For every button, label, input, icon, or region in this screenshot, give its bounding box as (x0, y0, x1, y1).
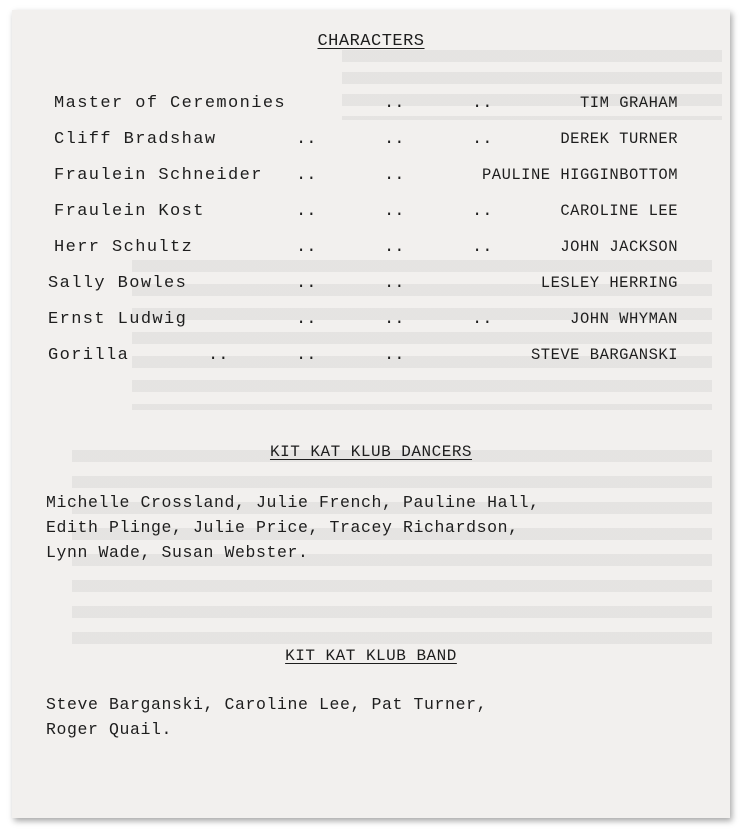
actor-name: TIM GRAHAM (579, 94, 678, 112)
cast-row (12, 238, 730, 274)
leader-dots: .. (472, 310, 493, 329)
band-heading-text: KIT KAT KLUB BAND (285, 647, 457, 665)
leader-dots: .. (472, 238, 493, 257)
actor-name: LESLEY HERRING (540, 274, 678, 292)
cast-row (12, 166, 730, 202)
leader-dots: .. (296, 238, 317, 257)
role-name: Ernst Ludwig (48, 310, 188, 329)
leader-dots: .. (296, 202, 317, 221)
leader-dots: .. (296, 346, 317, 365)
leader-dots: .. (384, 274, 405, 293)
actor-name: JOHN JACKSON (560, 238, 678, 256)
dancers-heading (12, 443, 730, 461)
cast-row (12, 202, 730, 238)
leader-dots: .. (384, 238, 405, 257)
characters-heading (12, 32, 730, 51)
actor-name: JOHN WHYMAN (570, 310, 678, 328)
leader-dots: .. (296, 130, 317, 149)
leader-dots: .. (384, 166, 405, 185)
leader-dots: .. (296, 166, 317, 185)
dancers-heading-text: KIT KAT KLUB DANCERS (269, 443, 473, 461)
role-name: Cliff Bradshaw (54, 130, 217, 149)
leader-dots: .. (472, 202, 493, 221)
characters-heading-text: CHARACTERS (317, 32, 425, 51)
role-name: Herr Schultz (54, 238, 194, 257)
leader-dots: .. (208, 346, 229, 365)
programme-page (12, 10, 730, 818)
actor-name: PAULINE HIGGINBOTTOM (481, 166, 678, 184)
band-heading (12, 647, 730, 665)
cast-row (12, 94, 730, 130)
role-name: Gorilla (48, 346, 130, 365)
role-name: Sally Bowles (48, 274, 188, 293)
leader-dots: .. (384, 202, 405, 221)
leader-dots: .. (384, 346, 405, 365)
dancers-names: Michelle Crossland, Julie French, Pauline Hall, Edith Plinge, Julie Price, Tracey Richardson, Lynn Wade, Susan Webster. (46, 493, 540, 562)
role-name: Fraulein Kost (54, 202, 205, 221)
role-name: Fraulein Schneider (54, 166, 263, 185)
role-name: Master of Ceremonies (54, 94, 287, 113)
cast-row (12, 130, 730, 166)
band-names: Steve Barganski, Caroline Lee, Pat Turner, Roger Quail. (46, 695, 488, 739)
leader-dots: .. (384, 130, 405, 149)
leader-dots: .. (472, 94, 493, 113)
actor-name: DEREK TURNER (560, 130, 678, 148)
cast-row (12, 274, 730, 310)
leader-dots: .. (296, 310, 317, 329)
leader-dots: .. (296, 274, 317, 293)
actor-name: CAROLINE LEE (560, 202, 678, 220)
leader-dots: .. (384, 94, 405, 113)
leader-dots: .. (384, 310, 405, 329)
cast-row (12, 346, 730, 382)
cast-row (12, 310, 730, 346)
cast-list (12, 94, 730, 382)
actor-name: STEVE BARGANSKI (530, 346, 678, 364)
leader-dots: .. (472, 130, 493, 149)
